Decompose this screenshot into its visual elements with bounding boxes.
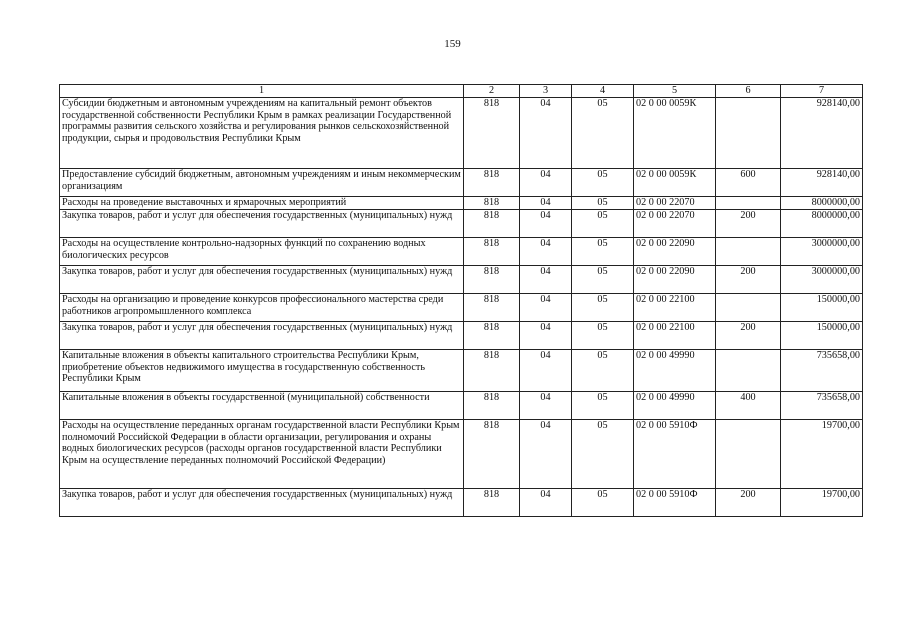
table-row bbox=[60, 392, 863, 420]
row-expense-type: 200 bbox=[716, 266, 781, 294]
row-target-code: 02 0 00 0059К bbox=[634, 98, 716, 169]
table-row bbox=[60, 197, 863, 210]
row-expense-type bbox=[716, 294, 781, 322]
row-amount: 3000000,00 bbox=[781, 238, 863, 266]
row-expense-type bbox=[716, 197, 781, 210]
row-admin-code: 818 bbox=[464, 350, 520, 392]
row-target-code: 02 0 00 22090 bbox=[634, 238, 716, 266]
row-expense-type: 200 bbox=[716, 322, 781, 350]
row-name: Расходы на осуществление контрольно-надзорных функций по сохранению водных биологических ресурсов bbox=[60, 238, 464, 266]
table-row bbox=[60, 350, 863, 392]
row-name: Предоставление субсидий бюджетным, автономным учреждениям и иным некоммерческим организациям bbox=[60, 169, 464, 197]
row-name: Расходы на проведение выставочных и ярмарочных мероприятий bbox=[60, 197, 464, 210]
row-target-code: 02 0 00 22090 bbox=[634, 266, 716, 294]
row-target-code: 02 0 00 49990 bbox=[634, 392, 716, 420]
row-target-code: 02 0 00 5910Ф bbox=[634, 420, 716, 489]
row-target-code: 02 0 00 22100 bbox=[634, 322, 716, 350]
budget-table bbox=[59, 84, 863, 517]
row-subsection: 05 bbox=[572, 169, 634, 197]
row-section: 04 bbox=[520, 420, 572, 489]
row-admin-code: 818 bbox=[464, 266, 520, 294]
row-amount: 8000000,00 bbox=[781, 210, 863, 238]
table-row bbox=[60, 169, 863, 197]
row-target-code: 02 0 00 5910Ф bbox=[634, 489, 716, 517]
row-section: 04 bbox=[520, 169, 572, 197]
header-col-1: 1 bbox=[60, 85, 464, 98]
table-row bbox=[60, 489, 863, 517]
row-name: Капитальные вложения в объекты государственной (муниципальной) собственности bbox=[60, 392, 464, 420]
row-admin-code: 818 bbox=[464, 420, 520, 489]
row-target-code: 02 0 00 22070 bbox=[634, 210, 716, 238]
row-admin-code: 818 bbox=[464, 98, 520, 169]
row-section: 04 bbox=[520, 238, 572, 266]
row-name: Закупка товаров, работ и услуг для обеспечения государственных (муниципальных) нужд bbox=[60, 266, 464, 294]
row-admin-code: 818 bbox=[464, 197, 520, 210]
row-amount: 735658,00 bbox=[781, 392, 863, 420]
row-subsection: 05 bbox=[572, 210, 634, 238]
row-admin-code: 818 bbox=[464, 294, 520, 322]
header-col-7: 7 bbox=[781, 85, 863, 98]
header-col-2: 2 bbox=[464, 85, 520, 98]
row-subsection: 05 bbox=[572, 238, 634, 266]
row-expense-type: 600 bbox=[716, 169, 781, 197]
row-section: 04 bbox=[520, 322, 572, 350]
table-row bbox=[60, 294, 863, 322]
row-admin-code: 818 bbox=[464, 392, 520, 420]
header-col-3: 3 bbox=[520, 85, 572, 98]
row-subsection: 05 bbox=[572, 197, 634, 210]
row-name: Закупка товаров, работ и услуг для обеспечения государственных (муниципальных) нужд bbox=[60, 489, 464, 517]
row-section: 04 bbox=[520, 266, 572, 294]
row-amount: 8000000,00 bbox=[781, 197, 863, 210]
table-row bbox=[60, 322, 863, 350]
row-target-code: 02 0 00 22100 bbox=[634, 294, 716, 322]
row-subsection: 05 bbox=[572, 489, 634, 517]
row-amount: 3000000,00 bbox=[781, 266, 863, 294]
row-section: 04 bbox=[520, 98, 572, 169]
header-col-4: 4 bbox=[572, 85, 634, 98]
row-target-code: 02 0 00 0059К bbox=[634, 169, 716, 197]
row-section: 04 bbox=[520, 392, 572, 420]
row-section: 04 bbox=[520, 489, 572, 517]
table-row bbox=[60, 238, 863, 266]
row-subsection: 05 bbox=[572, 420, 634, 489]
row-expense-type: 400 bbox=[716, 392, 781, 420]
row-expense-type bbox=[716, 350, 781, 392]
row-amount: 150000,00 bbox=[781, 322, 863, 350]
table-row bbox=[60, 266, 863, 294]
row-amount: 150000,00 bbox=[781, 294, 863, 322]
page-number: 159 bbox=[444, 38, 461, 50]
row-section: 04 bbox=[520, 350, 572, 392]
row-subsection: 05 bbox=[572, 322, 634, 350]
header-col-5: 5 bbox=[634, 85, 716, 98]
row-target-code: 02 0 00 49990 bbox=[634, 350, 716, 392]
row-name: Субсидии бюджетным и автономным учреждениям на капитальный ремонт объектов государственной собственности Республики Крым в рамках реализации Государственной программы развития сельского хозяйства и регулирования рынков сельскохозяйственной продукции, сырья и продовольствия Республики Крым bbox=[60, 98, 464, 169]
row-expense-type: 200 bbox=[716, 210, 781, 238]
row-amount: 19700,00 bbox=[781, 420, 863, 489]
row-subsection: 05 bbox=[572, 392, 634, 420]
row-admin-code: 818 bbox=[464, 210, 520, 238]
row-expense-type bbox=[716, 420, 781, 489]
row-subsection: 05 bbox=[572, 350, 634, 392]
row-expense-type: 200 bbox=[716, 489, 781, 517]
row-name: Расходы на организацию и проведение конкурсов профессионального мастерства среди работников агропромышленного комплекса bbox=[60, 294, 464, 322]
row-name: Капитальные вложения в объекты капитального строительства Республики Крым, приобретение объектов недвижимого имущества в государственную собственность Республики Крым bbox=[60, 350, 464, 392]
row-expense-type bbox=[716, 98, 781, 169]
row-section: 04 bbox=[520, 294, 572, 322]
row-admin-code: 818 bbox=[464, 489, 520, 517]
row-amount: 928140,00 bbox=[781, 169, 863, 197]
row-admin-code: 818 bbox=[464, 238, 520, 266]
row-name: Расходы на осуществление переданных органам государственной власти Республики Крым полномочий Российской Федерации в области организации, регулирования и охраны водных биологических ресурсов (расходы органов государственной власти Республики Крым на осуществление переданных полномочий Российской Федерации) bbox=[60, 420, 464, 489]
row-amount: 928140,00 bbox=[781, 98, 863, 169]
table-row bbox=[60, 420, 863, 489]
row-section: 04 bbox=[520, 210, 572, 238]
table-row bbox=[60, 210, 863, 238]
row-amount: 735658,00 bbox=[781, 350, 863, 392]
header-row bbox=[60, 85, 863, 98]
row-amount: 19700,00 bbox=[781, 489, 863, 517]
row-section: 04 bbox=[520, 197, 572, 210]
row-admin-code: 818 bbox=[464, 322, 520, 350]
row-target-code: 02 0 00 22070 bbox=[634, 197, 716, 210]
row-name: Закупка товаров, работ и услуг для обеспечения государственных (муниципальных) нужд bbox=[60, 210, 464, 238]
row-admin-code: 818 bbox=[464, 169, 520, 197]
table-row bbox=[60, 98, 863, 169]
row-subsection: 05 bbox=[572, 98, 634, 169]
row-subsection: 05 bbox=[572, 266, 634, 294]
header-col-6: 6 bbox=[716, 85, 781, 98]
row-expense-type bbox=[716, 238, 781, 266]
row-name: Закупка товаров, работ и услуг для обеспечения государственных (муниципальных) нужд bbox=[60, 322, 464, 350]
row-subsection: 05 bbox=[572, 294, 634, 322]
